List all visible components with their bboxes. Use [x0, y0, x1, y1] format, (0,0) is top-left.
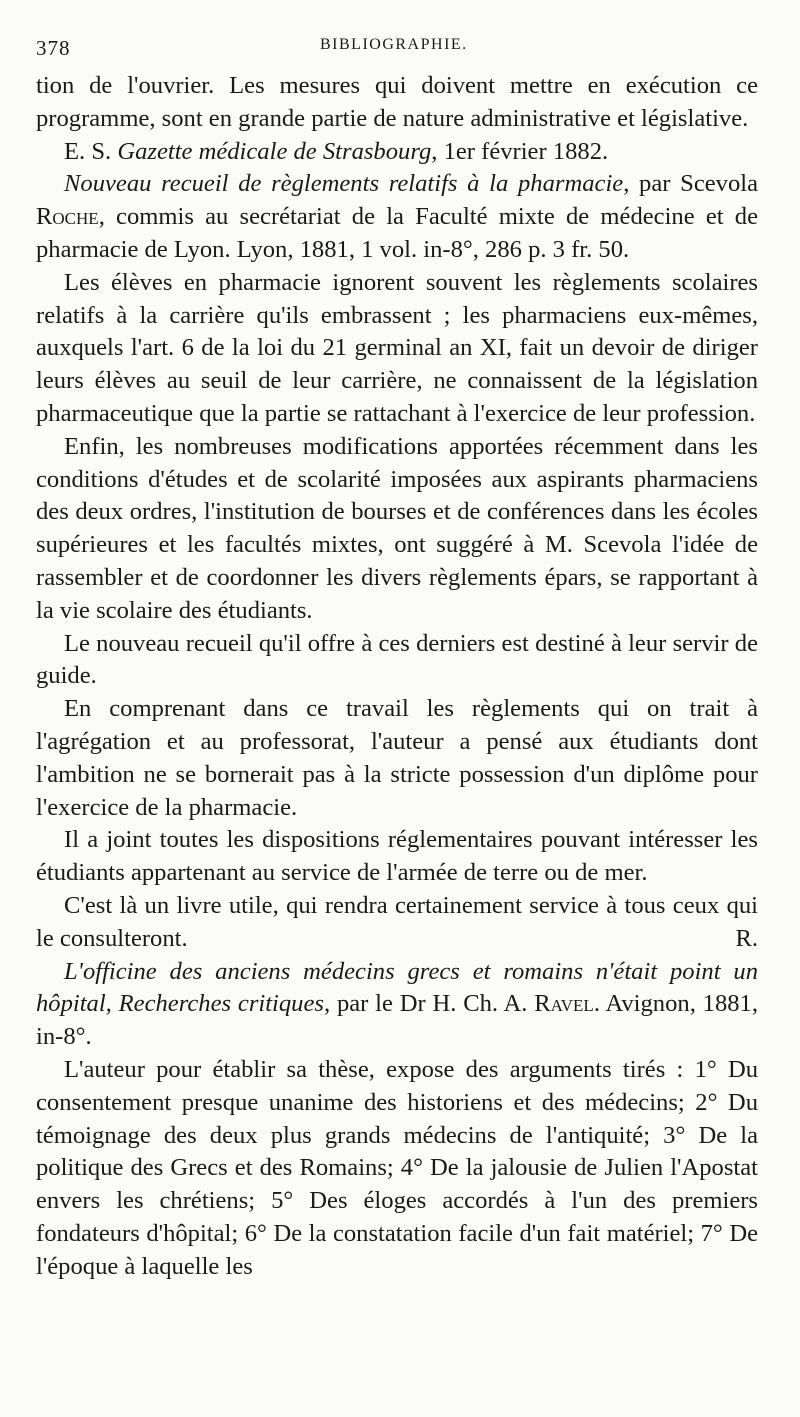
page-number: 378	[36, 36, 71, 60]
book-entry-ravel	[36, 956, 758, 1054]
paragraph: Les élèves en pharmacie ignorent souvent les règlements scolaires relatifs à la carrière qu'ils embrassent ; les pharmaciens eux-mêmes, auxquels l'art. 6 de la loi du 21 germinal an XI, fait un devoir de diriger leurs élèves au seuil de leur carrière, ne connaissent de la législation pharmaceutique que la partie se rattachant à l'exercice de leur profession.	[36, 268, 758, 427]
page-body	[36, 70, 758, 1283]
book-title: L'officine des anciens médecins grecs et romains n'était point un hôpital, Recherches critiques	[36, 957, 758, 1018]
running-header	[36, 30, 760, 64]
book-author: Ravel	[534, 990, 594, 1018]
paragraph: L'auteur pour établir sa thèse, expose des arguments tirés : 1° Du consentement presque unanime des historiens et des médecins; 2° Du témoignage des deux plus grands médecins de l'antiquité; 3° De la politique des Grecs et des Romains; 4° De la jalousie de Julien l'Apostat envers les chrétiens; 5° Des éloges accordés à l'un des premiers fondateurs d'hôpital; 6° De la constatation facile d'un fait matériel; 7° De l'époque à laquelle les	[36, 1055, 758, 1280]
signature-initials: E. S.	[64, 137, 112, 165]
paragraph: En comprenant dans ce travail les règlements qui on trait à l'agrégation et au professorat, l'auteur a pensé aux étudiants dont l'ambition ne se bornerait pas à la stricte possession d'un diplôme pour l'exercice de la pharmacie.	[36, 695, 758, 821]
paragraph: Il a joint toutes les dispositions réglementaires pouvant intéresser les étudiants appartenant au service de l'armée de terre ou de mer.	[36, 826, 758, 887]
book-entry-roche	[36, 168, 758, 266]
book-details: , commis au secrétariat de la Faculté mixte de médecine et de pharmacie de Lyon. Lyon, 1881, 1 vol. in-8°, 286 p. 3 fr. 50.	[36, 203, 758, 263]
source-journal: Gazette médicale de Strasbourg	[117, 137, 432, 165]
review-signature: R.	[735, 924, 758, 952]
book-title: Nouveau recueil de règlements relatifs à la pharmacie	[64, 170, 624, 198]
paragraph-continuation: tion de l'ouvrier. Les mesures qui doivent mettre en exécution ce programme, sont en grande partie de nature administrative et législative.	[36, 72, 758, 132]
paragraph: Le nouveau recueil qu'il offre à ces derniers est destiné à leur servir de guide.	[36, 629, 758, 690]
book-by: , par le Dr H. Ch. A.	[323, 990, 535, 1018]
book-details: . Avignon, 1881, in-8°.	[36, 990, 758, 1051]
book-author: Roche	[36, 203, 99, 231]
review-signature-line	[36, 136, 758, 169]
paragraph: Enfin, les nombreuses modifications apportées récemment dans les conditions d'études et de scolarité imposées aux aspirants pharmaciens des deux ordres, l'institution de bourses et de conférences dans les écoles supérieures et les facultés mixtes, ont suggéré à M. Scevola l'idée de rassembler et de coordonner les divers règlements épars, se rapportant à la vie scolaire des étudiants.	[36, 432, 758, 624]
paragraph-with-signature	[36, 890, 758, 956]
running-title: BIBLIOGRAPHIE.	[320, 36, 468, 53]
paragraph-text: C'est là un livre utile, qui rendra certainement service à tous ceux qui le consulteront.	[36, 891, 758, 952]
book-by: , par Scevola	[623, 170, 759, 198]
source-date: , 1er février 1882.	[431, 137, 609, 165]
